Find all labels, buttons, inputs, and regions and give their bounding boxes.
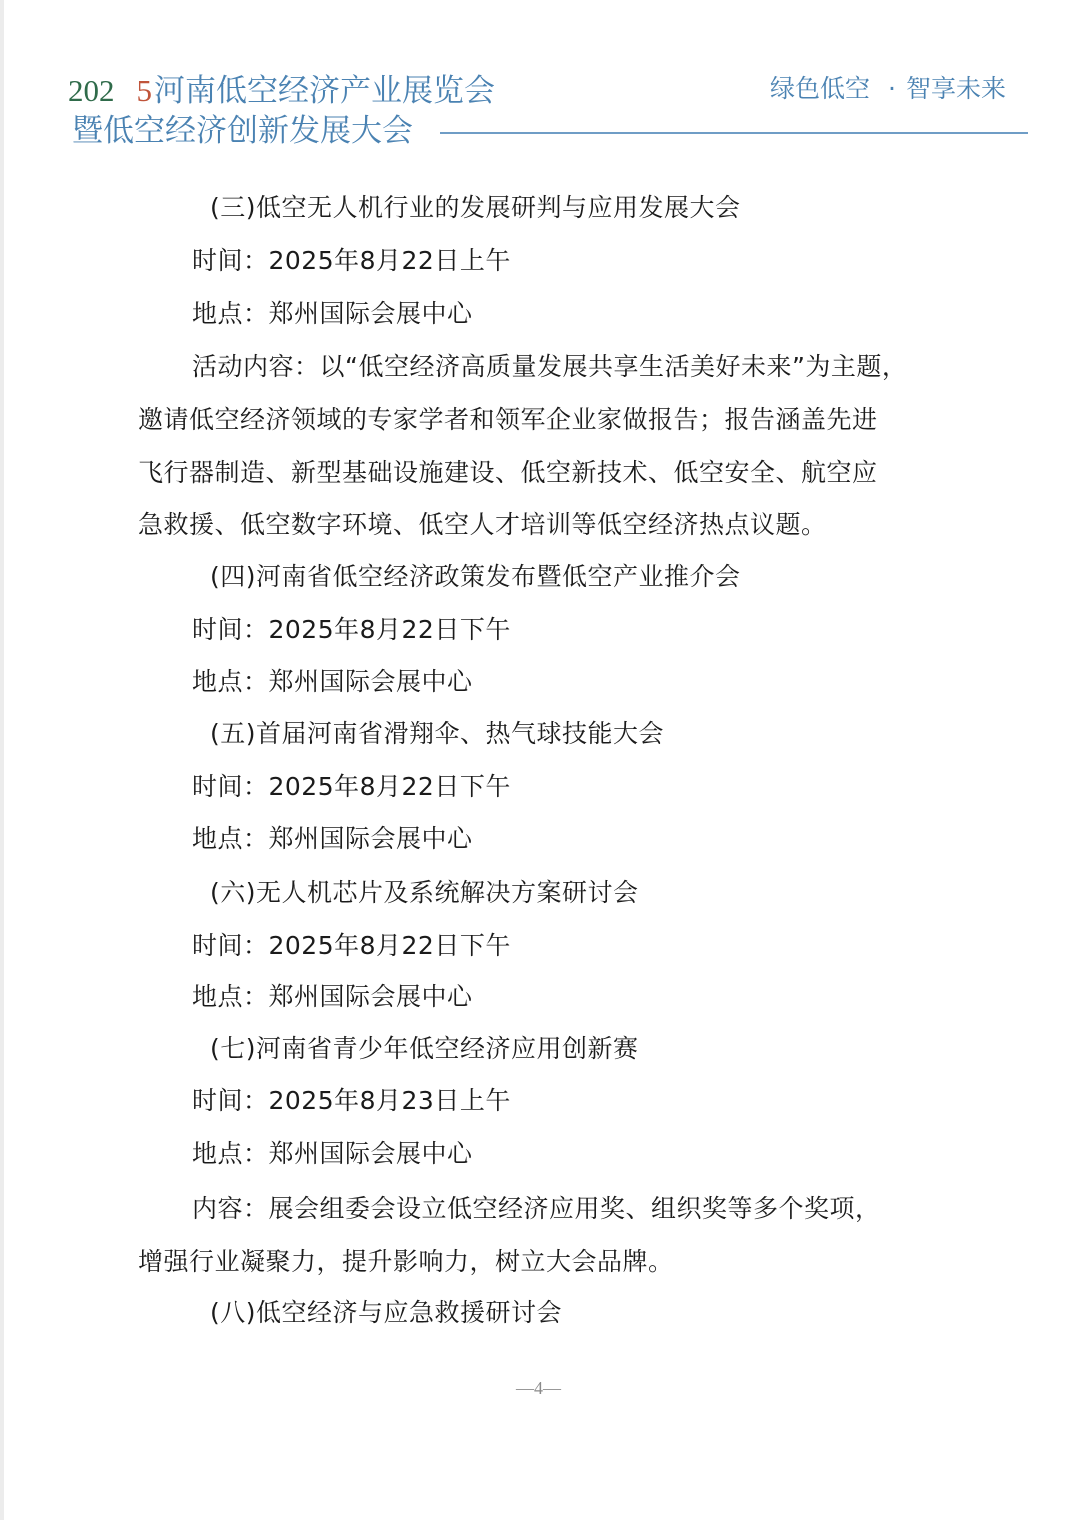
header-title-line1 <box>68 72 495 110</box>
section-place: 地点：郑州国际会展中心 <box>192 299 473 328</box>
slogan-right: 智享未来 <box>905 74 1006 103</box>
section-heading: (六)无人机芯片及系统解决方案研讨会 <box>210 878 639 907</box>
section-content: 增强行业凝聚力，提升影响力，树立大会品牌。 <box>138 1247 674 1276</box>
section-content: 急救援、低空数字环境、低空人才培训等低空经济热点议题。 <box>138 510 827 539</box>
section-heading: (八)低空经济与应急救援研讨会 <box>210 1298 563 1327</box>
page-number: —4— <box>516 1378 561 1398</box>
section-time: 时间：2025年8月22日上午 <box>192 246 511 275</box>
section-content: 内容：展会组委会设立低空经济应用奖、组织奖等多个奖项， <box>192 1194 881 1223</box>
section-heading: (七)河南省青少年低空经济应用创新赛 <box>210 1034 639 1063</box>
section-content: 邀请低空经济领域的专家学者和领军企业家做报告；报告涵盖先进 <box>138 405 878 434</box>
slogan-separator: · <box>888 74 896 103</box>
header-slogan <box>770 72 1006 106</box>
section-place: 地点：郑州国际会展中心 <box>192 824 473 853</box>
section-time: 时间：2025年8月22日下午 <box>192 931 511 960</box>
section-heading: (五)首届河南省滑翔伞、热气球技能大会 <box>210 719 665 748</box>
section-content: 活动内容：以“低空经济高质量发展共享生活美好未来”为主题， <box>192 352 908 381</box>
section-place: 地点：郑州国际会展中心 <box>192 1139 473 1168</box>
section-place: 地点：郑州国际会展中心 <box>192 982 473 1011</box>
slogan-left: 绿色低空 <box>770 74 871 103</box>
section-time: 时间：2025年8月23日上午 <box>192 1086 511 1115</box>
section-time: 时间：2025年8月22日下午 <box>192 615 511 644</box>
section-heading: (三)低空无人机行业的发展研判与应用发展大会 <box>210 193 741 222</box>
header-year-part1: 202 <box>68 73 115 108</box>
section-heading: (四)河南省低空经济政策发布暨低空产业推介会 <box>210 562 741 591</box>
section-content: 飞行器制造、新型基础设施建设、低空新技术、低空安全、航空应 <box>138 458 878 487</box>
header-title-text1: 河南低空经济产业展览会 <box>154 73 495 109</box>
header-year-part2: 5 <box>136 73 152 108</box>
page-edge <box>0 0 4 1520</box>
header-divider <box>440 132 1028 134</box>
section-place: 地点：郑州国际会展中心 <box>192 667 473 696</box>
section-time: 时间：2025年8月22日下午 <box>192 772 511 801</box>
header-title-line2: 暨低空经济创新发展大会 <box>72 113 413 149</box>
